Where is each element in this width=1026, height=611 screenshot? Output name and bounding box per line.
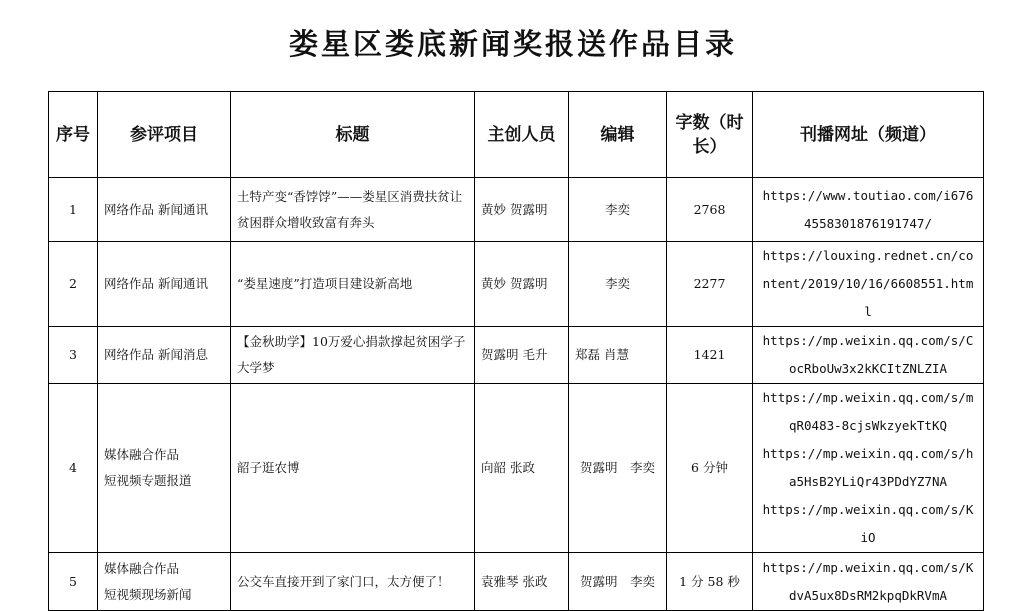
header-category: 参评项目 xyxy=(98,92,231,178)
cell-length: 1 分 58 秒 xyxy=(667,553,753,611)
header-url: 刊播网址（频道） xyxy=(753,92,984,178)
category-line: 媒体融合作品 xyxy=(104,447,180,462)
cell-url xyxy=(753,242,984,327)
cell-url xyxy=(753,178,984,242)
cell-length: 2768 xyxy=(667,178,753,242)
cell-category xyxy=(98,327,231,384)
cell-url xyxy=(753,327,984,384)
article-link[interactable]: https://mp.weixin.qq.com/s/KdvA5ux8DsRM2kpqDkRVmA xyxy=(762,559,974,603)
header-no: 序号 xyxy=(49,92,98,178)
cell-editors: 贺露明 李奕 xyxy=(569,553,667,611)
cell-editors: 李奕 xyxy=(569,178,667,242)
article-link[interactable]: https://www.toutiao.com/i6764558301876191747/ xyxy=(762,187,974,231)
article-link[interactable]: https://mp.weixin.qq.com/s/KiO xyxy=(762,502,974,545)
article-link[interactable]: https://mp.weixin.qq.com/s/CocRboUw3x2kKCItZNLZIA xyxy=(762,333,974,376)
header-length: 字数（时长） xyxy=(667,92,753,178)
cell-headline: 土特产变“香饽饽”——娄星区消费扶贫让贫困群众增收致富有奔头 xyxy=(231,178,475,242)
article-link[interactable]: https://mp.weixin.qq.com/s/ha5HsB2YLiQr43PDdYZ7NA xyxy=(762,446,974,489)
category-line: 短视频专题报道 xyxy=(104,473,192,488)
cell-editors: 贺露明 李奕 xyxy=(569,384,667,553)
category-line: 网络作品 新闻通讯 xyxy=(104,201,208,217)
cell-url xyxy=(753,553,984,611)
cell-headline: 【金秋助学】10万爱心捐款撑起贫困学子大学梦 xyxy=(231,327,475,384)
cell-category xyxy=(98,242,231,327)
cell-creators: 向韶 张政 xyxy=(475,384,569,553)
category-line: 网络作品 新闻消息 xyxy=(104,347,208,362)
catalog-table xyxy=(48,91,984,611)
cell-url xyxy=(753,384,984,553)
cell-headline: “娄星速度”打造项目建设新高地 xyxy=(231,242,475,327)
cell-length: 2277 xyxy=(667,242,753,327)
document-title: 娄星区娄底新闻奖报送作品目录 xyxy=(288,27,737,61)
table-row xyxy=(49,384,984,553)
cell-category xyxy=(98,178,231,242)
cell-no: 3 xyxy=(49,327,98,384)
cell-editors: 郑磊 肖慧 xyxy=(569,327,667,384)
cell-creators: 贺露明 毛升 xyxy=(475,327,569,384)
table-row xyxy=(49,327,984,384)
cell-headline: 公交车直接开到了家门口，太方便了！ xyxy=(231,553,475,611)
cell-creators: 黄妙 贺露明 xyxy=(475,178,569,242)
cell-no: 4 xyxy=(49,384,98,553)
header-row xyxy=(49,92,984,178)
cell-creators: 黄妙 贺露明 xyxy=(475,242,569,327)
cell-length: 6 分钟 xyxy=(667,384,753,553)
cell-creators: 袁雅琴 张政 xyxy=(475,553,569,611)
header-creators: 主创人员 xyxy=(475,92,569,178)
article-link[interactable]: https://louxing.rednet.cn/content/2019/10/16/6608551.html xyxy=(762,248,974,319)
category-line: 网络作品 新闻通讯 xyxy=(104,276,208,291)
article-link[interactable]: https://mp.weixin.qq.com/s/mqR0483-8cjsWkzyekTtKQ xyxy=(762,390,974,433)
cell-headline: 韶子逛农博 xyxy=(231,384,475,553)
cell-no: 1 xyxy=(49,178,98,242)
cell-category xyxy=(98,553,231,611)
table-row xyxy=(49,178,984,242)
cell-editors: 李奕 xyxy=(569,242,667,327)
cell-category xyxy=(98,384,231,553)
category-line: 媒体融合作品 xyxy=(104,560,180,576)
category-line: 短视频现场新闻 xyxy=(104,586,192,602)
table-row xyxy=(49,553,984,611)
header-headline: 标题 xyxy=(231,92,475,178)
cell-no: 5 xyxy=(49,553,98,611)
cell-no: 2 xyxy=(49,242,98,327)
header-editors: 编辑 xyxy=(569,92,667,178)
table-row xyxy=(49,242,984,327)
cell-length: 1421 xyxy=(667,327,753,384)
